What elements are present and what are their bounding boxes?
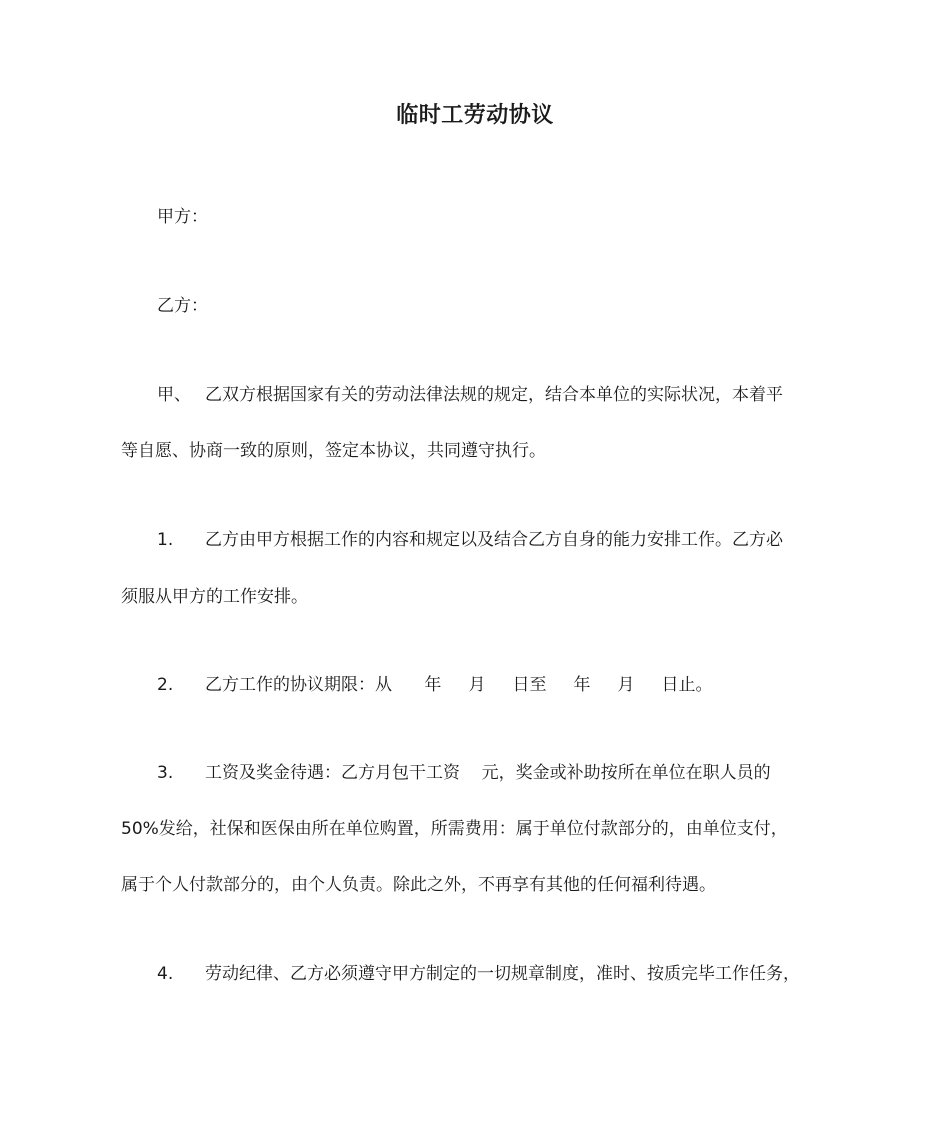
clause-3-line-3: 属于个人付款部分的，由个人负责。除此之外，不再享有其他的任何福利待遇。 xyxy=(121,875,716,895)
clause-2-line-1 xyxy=(157,673,713,697)
clause-1-line-2: 须服从甲方的工作安排。 xyxy=(121,587,308,607)
clause-3-text-1: 工资及奖金待遇：乙方月包干工资 元，奖金或补助按所在单位在职人员的 xyxy=(205,763,771,783)
clause-2-number: 2. xyxy=(157,675,174,695)
clause-1-text-1: 乙方由甲方根据工作的内容和规定以及结合乙方自身的能力安排工作。乙方必 xyxy=(205,530,783,550)
party-a-label: 甲方： xyxy=(157,207,208,227)
clause-1-number: 1. xyxy=(157,530,174,550)
clause-3-number: 3. xyxy=(157,763,174,783)
document-title: 临时工劳动协议 xyxy=(396,103,554,128)
intro-line-1 xyxy=(157,383,783,407)
party-b-label: 乙方： xyxy=(157,296,208,316)
clause-4-text-1: 劳动纪律、乙方必须遵守甲方制定的一切规章制度，准时、按质完毕工作任务， xyxy=(205,964,800,984)
intro-prefix: 甲、 xyxy=(157,385,191,405)
clause-2-text-1: 乙方工作的协议期限：从 年 月 日至 年 月 日止。 xyxy=(205,675,713,695)
clause-4-number: 4. xyxy=(157,964,174,984)
clause-1-line-1 xyxy=(157,528,783,552)
clause-3-line-1 xyxy=(157,761,771,785)
clause-3-line-2: 50%发给，社保和医保由所在单位购置，所需费用：属于单位付款部分的，由单位支付， xyxy=(121,819,788,839)
intro-text-1: 乙双方根据国家有关的劳动法律法规的规定，结合本单位的实际状况，本着平 xyxy=(205,385,783,405)
intro-line-2: 等自愿、协商一致的原则，签定本协议，共同遵守执行。 xyxy=(121,441,546,461)
clause-4-line-1 xyxy=(157,962,800,986)
